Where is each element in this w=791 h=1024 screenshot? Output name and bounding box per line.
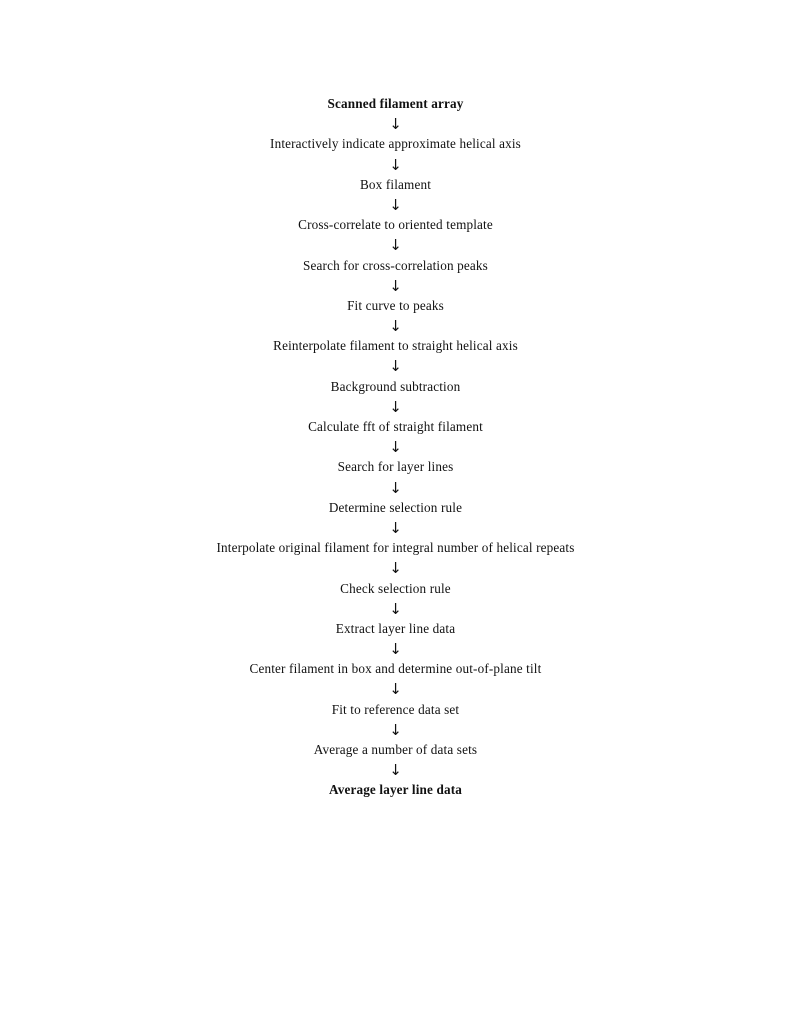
down-arrow-icon: ↓ <box>389 640 402 659</box>
down-arrow-icon: ↓ <box>389 236 402 255</box>
down-arrow-icon: ↓ <box>389 115 402 134</box>
flow-step-end: Average layer line data <box>329 782 462 798</box>
flow-step: Average a number of data sets <box>313 742 478 757</box>
down-arrow-icon: ↓ <box>389 761 402 780</box>
flow-step: Box filament <box>359 176 432 192</box>
flowchart <box>0 94 791 801</box>
flow-step: Center filament in box and determine out-of-plane tilt <box>249 661 542 677</box>
flow-step: Search for cross-correlation peaks <box>303 257 488 273</box>
down-arrow-icon: ↓ <box>389 276 402 295</box>
down-arrow-icon: ↓ <box>389 357 402 376</box>
down-arrow-icon: ↓ <box>389 680 402 699</box>
flow-step: Search for layer lines <box>337 459 454 475</box>
flow-step-start: Scanned filament array <box>327 96 464 111</box>
down-arrow-icon: ↓ <box>389 599 402 618</box>
down-arrow-icon: ↓ <box>389 155 402 174</box>
down-arrow-icon: ↓ <box>389 195 402 214</box>
down-arrow-icon: ↓ <box>389 317 402 336</box>
down-arrow-icon: ↓ <box>389 438 402 457</box>
down-arrow-icon: ↓ <box>389 478 402 497</box>
flow-step: Background subtraction <box>330 378 461 394</box>
flow-step: Cross-correlate to oriented template <box>298 217 493 233</box>
flow-step: Determine selection rule <box>328 499 463 515</box>
flow-step: Fit to reference data set <box>331 701 460 717</box>
down-arrow-icon: ↓ <box>389 518 402 537</box>
down-arrow-icon: ↓ <box>389 720 402 739</box>
flow-step: Calculate fft of straight filament <box>308 419 483 434</box>
flow-step: Interactively indicate approximate helical axis <box>270 136 521 152</box>
flow-step: Interpolate original filament for integral number of helical repeats <box>216 540 575 556</box>
down-arrow-icon: ↓ <box>389 397 402 416</box>
flow-step: Reinterpolate filament to straight helical axis <box>273 338 518 354</box>
flow-step: Extract layer line data <box>335 620 456 636</box>
down-arrow-icon: ↓ <box>389 559 402 578</box>
flow-step: Check selection rule <box>340 580 451 596</box>
flow-step: Fit curve to peaks <box>347 297 444 313</box>
